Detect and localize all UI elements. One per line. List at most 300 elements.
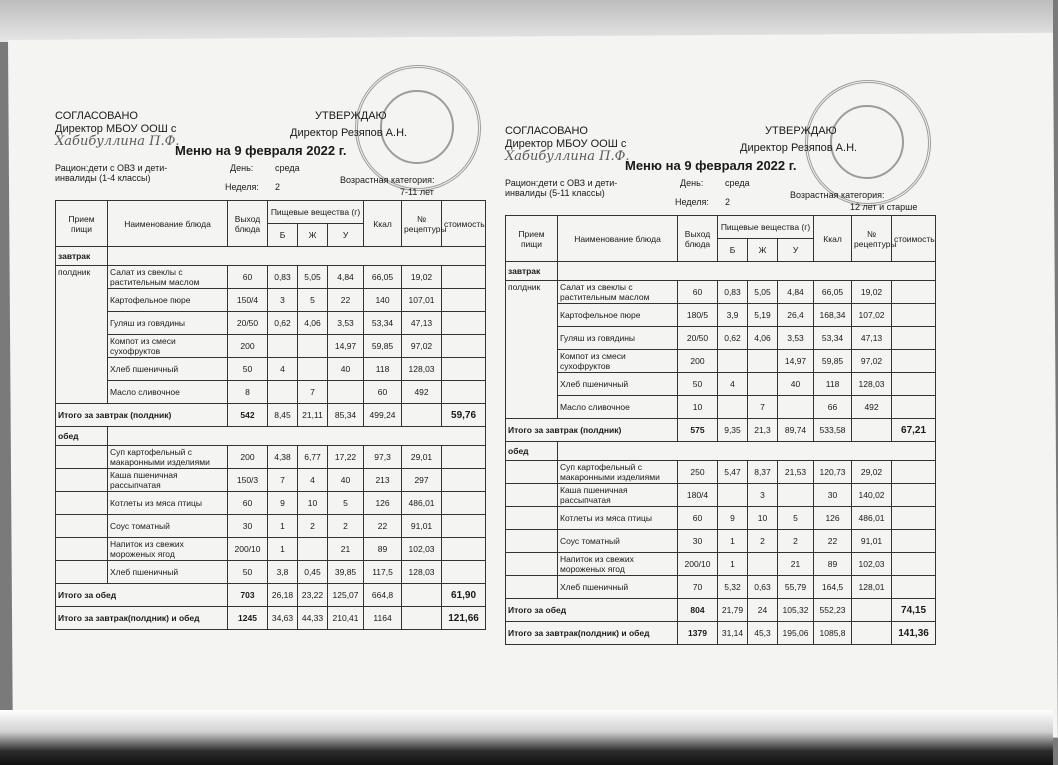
dish-yield: 180/5 xyxy=(678,304,718,327)
total-label: Итого за завтрак(полдник) и обед xyxy=(506,622,678,645)
kcal-value: 97,3 xyxy=(364,446,402,469)
recipe-number: 486,01 xyxy=(402,492,442,515)
menu-row xyxy=(506,396,936,419)
menu-row xyxy=(506,530,936,553)
recipe-number: 47,13 xyxy=(402,312,442,335)
kcal-value: 30 xyxy=(814,484,852,507)
kcal-value: 126 xyxy=(364,492,402,515)
recipe-number: 102,03 xyxy=(402,538,442,561)
col-meal: Прием пищи xyxy=(506,216,558,262)
dish-name: Масло сливочное xyxy=(558,396,678,419)
age-label: Возрастная категория: xyxy=(790,190,885,200)
menu-right xyxy=(505,85,935,645)
carbs-value: 5 xyxy=(328,492,364,515)
recipe-number: 107,02 xyxy=(852,304,892,327)
section-row xyxy=(506,262,936,281)
recipe-number: 297 xyxy=(402,469,442,492)
recipe-number: 107,01 xyxy=(402,289,442,312)
dish-name: Гуляш из говядины xyxy=(108,312,228,335)
dish-yield: 250 xyxy=(678,461,718,484)
protein-value: 0,83 xyxy=(718,281,748,304)
fat-value: 10 xyxy=(748,507,778,530)
kcal-value: 168,34 xyxy=(814,304,852,327)
kcal-value: 89 xyxy=(814,553,852,576)
total-carbs: 85,34 xyxy=(328,404,364,427)
fat-value: 5,05 xyxy=(298,266,328,289)
total-row xyxy=(506,419,936,442)
dish-yield: 50 xyxy=(228,561,268,584)
total-protein: 8,45 xyxy=(268,404,298,427)
fat-value: 7 xyxy=(748,396,778,419)
meal-breakfast: завтрак xyxy=(56,247,108,266)
agreed-by: Директор МБОУ ООШ с xyxy=(55,123,177,135)
fat-value: 2 xyxy=(748,530,778,553)
kcal-value: 164,5 xyxy=(814,576,852,599)
carbs-value: 22 xyxy=(328,289,364,312)
dish-name: Салат из свеклы с растительным маслом xyxy=(558,281,678,304)
cost-value xyxy=(892,484,936,507)
section-row xyxy=(56,247,486,266)
menu-row xyxy=(56,446,486,469)
ration-label: Рацион:дети с ОВЗ и дети-инвалиды (1-4 классы) xyxy=(55,163,168,183)
dish-yield: 60 xyxy=(228,266,268,289)
kcal-value: 89 xyxy=(364,538,402,561)
menu-row xyxy=(56,492,486,515)
dish-yield: 200 xyxy=(678,350,718,373)
approve-label: УТВЕРЖДАЮ xyxy=(765,125,837,137)
meal-snack: полдник xyxy=(506,281,558,419)
total-protein: 34,63 xyxy=(268,607,298,630)
menu-left xyxy=(55,70,485,630)
meal-lunch: обед xyxy=(56,427,108,446)
protein-value: 1 xyxy=(718,530,748,553)
carbs-value: 40 xyxy=(328,469,364,492)
recipe-number: 29,02 xyxy=(852,461,892,484)
menu-title: Меню на 9 февраля 2022 г. xyxy=(625,158,797,173)
protein-value: 3 xyxy=(268,289,298,312)
cost-value xyxy=(442,492,486,515)
total-carbs: 125,07 xyxy=(328,584,364,607)
cost-value xyxy=(442,312,486,335)
dish-name: Салат из свеклы с растительным маслом xyxy=(108,266,228,289)
total-carbs: 89,74 xyxy=(778,419,814,442)
total-protein: 26,18 xyxy=(268,584,298,607)
protein-value: 9 xyxy=(268,492,298,515)
recipe-number: 29,01 xyxy=(402,446,442,469)
fat-value: 8,37 xyxy=(748,461,778,484)
section-row xyxy=(506,442,936,461)
total-label: Итого за завтрак (полдник) xyxy=(506,419,678,442)
total-kcal: 533,58 xyxy=(814,419,852,442)
carbs-value: 14,97 xyxy=(778,350,814,373)
agreed-label: СОГЛАСОВАНО xyxy=(55,110,138,122)
week-label: Неделя: xyxy=(675,197,709,207)
total-fat: 44,33 xyxy=(298,607,328,630)
recipe-number: 91,01 xyxy=(402,515,442,538)
dish-yield: 150/4 xyxy=(228,289,268,312)
dish-name: Хлеб пшеничный xyxy=(108,561,228,584)
protein-value xyxy=(718,350,748,373)
protein-value: 7 xyxy=(268,469,298,492)
day-label: День: xyxy=(230,163,254,173)
total-fat: 23,22 xyxy=(298,584,328,607)
recipe-number: 128,03 xyxy=(852,373,892,396)
kcal-value: 118 xyxy=(364,358,402,381)
total-carbs: 105,32 xyxy=(778,599,814,622)
cost-value xyxy=(892,530,936,553)
total-yield: 804 xyxy=(678,599,718,622)
recipe-number: 486,01 xyxy=(852,507,892,530)
total-carbs: 195,06 xyxy=(778,622,814,645)
total-fat: 45,3 xyxy=(748,622,778,645)
dish-name: Картофельное пюре xyxy=(558,304,678,327)
dish-yield: 30 xyxy=(678,530,718,553)
protein-value: 1 xyxy=(268,538,298,561)
total-yield: 703 xyxy=(228,584,268,607)
kcal-value: 117,5 xyxy=(364,561,402,584)
meal-snack: полдник xyxy=(56,266,108,404)
dish-name: Соус томатный xyxy=(558,530,678,553)
total-fat: 24 xyxy=(748,599,778,622)
total-fat: 21,3 xyxy=(748,419,778,442)
handwritten-signature: Хабибуллина П.Ф. xyxy=(505,149,630,164)
protein-value: 0,62 xyxy=(268,312,298,335)
total-label: Итого за обед xyxy=(56,584,228,607)
recipe-number: 492 xyxy=(402,381,442,404)
agreed-by: Директор МБОУ ООШ с xyxy=(505,138,627,150)
recipe-number: 97,02 xyxy=(402,335,442,358)
dish-name: Котлеты из мяса птицы xyxy=(558,507,678,530)
dish-yield: 180/4 xyxy=(678,484,718,507)
fat-value xyxy=(748,553,778,576)
week-value: 2 xyxy=(275,182,281,192)
protein-value xyxy=(718,484,748,507)
fat-value xyxy=(748,373,778,396)
menu-table xyxy=(55,200,486,630)
total-kcal: 1164 xyxy=(364,607,402,630)
total-yield: 542 xyxy=(228,404,268,427)
fat-value xyxy=(298,358,328,381)
header-row xyxy=(56,201,486,224)
menu-row xyxy=(56,561,486,584)
dish-yield: 60 xyxy=(228,492,268,515)
dish-name: Напиток из свежих мороженых ягод xyxy=(108,538,228,561)
week-label: Неделя: xyxy=(225,182,259,192)
scan-bottom-edge xyxy=(0,710,1053,765)
protein-value: 4,38 xyxy=(268,446,298,469)
carbs-value: 4,84 xyxy=(778,281,814,304)
menu-row xyxy=(56,312,486,335)
cost-value xyxy=(442,266,486,289)
fat-value: 2 xyxy=(298,515,328,538)
col-kcal: Ккал xyxy=(814,216,852,262)
fat-value: 0,63 xyxy=(748,576,778,599)
kcal-value: 66,05 xyxy=(364,266,402,289)
total-row xyxy=(506,622,936,645)
day-value: среда xyxy=(275,163,300,173)
total-label: Итого за обед xyxy=(506,599,678,622)
agreed-label: СОГЛАСОВАНО xyxy=(505,125,588,137)
dish-yield: 60 xyxy=(678,281,718,304)
recipe-number: 97,02 xyxy=(852,350,892,373)
cost-value xyxy=(892,507,936,530)
fat-value: 7 xyxy=(298,381,328,404)
col-fat: Ж xyxy=(298,224,328,247)
total-row xyxy=(56,607,486,630)
handwritten-signature: Хабибуллина П.Ф. xyxy=(55,134,180,149)
carbs-value xyxy=(778,396,814,419)
dish-name: Соус томатный xyxy=(108,515,228,538)
recipe-number: 19,02 xyxy=(402,266,442,289)
cost-value xyxy=(892,576,936,599)
kcal-value: 66,05 xyxy=(814,281,852,304)
section-row xyxy=(56,427,486,446)
total-carbs: 210,41 xyxy=(328,607,364,630)
carbs-value: 4,84 xyxy=(328,266,364,289)
menu-row xyxy=(56,289,486,312)
fat-value: 4,06 xyxy=(748,327,778,350)
dish-name: Хлеб пшеничный xyxy=(558,576,678,599)
col-carbs: У xyxy=(328,224,364,247)
kcal-value: 140 xyxy=(364,289,402,312)
total-kcal: 664,8 xyxy=(364,584,402,607)
dish-name: Каша пшеничная рассыпчатая xyxy=(108,469,228,492)
menu-row xyxy=(506,327,936,350)
age-value: 7-11 лет xyxy=(400,187,434,197)
menu-row xyxy=(56,266,486,289)
total-cost: 59,76 xyxy=(442,404,486,427)
col-recipe: № рецептуры xyxy=(402,201,442,247)
total-protein: 9,35 xyxy=(718,419,748,442)
protein-value xyxy=(268,335,298,358)
total-cost: 67,21 xyxy=(892,419,936,442)
fat-value: 5,05 xyxy=(748,281,778,304)
dish-yield: 150/3 xyxy=(228,469,268,492)
col-kcal: Ккал xyxy=(364,201,402,247)
col-nutrients: Пищевые вещества (г) xyxy=(718,216,814,239)
col-protein: Б xyxy=(718,239,748,262)
age-label: Возрастная категория: xyxy=(340,175,435,185)
cost-value xyxy=(442,469,486,492)
col-yield: Выход блюда xyxy=(678,216,718,262)
dish-yield: 200 xyxy=(228,335,268,358)
dish-name: Котлеты из мяса птицы xyxy=(108,492,228,515)
carbs-value: 40 xyxy=(328,358,364,381)
menu-row xyxy=(506,507,936,530)
recipe-number: 102,03 xyxy=(852,553,892,576)
menu-table xyxy=(505,215,936,645)
total-yield: 575 xyxy=(678,419,718,442)
protein-value: 4 xyxy=(718,373,748,396)
carbs-value: 21,53 xyxy=(778,461,814,484)
menu-row xyxy=(506,304,936,327)
total-row xyxy=(56,584,486,607)
carbs-value: 39,85 xyxy=(328,561,364,584)
dish-yield: 60 xyxy=(678,507,718,530)
col-carbs: У xyxy=(778,239,814,262)
col-protein: Б xyxy=(268,224,298,247)
recipe-number: 128,03 xyxy=(402,561,442,584)
recipe-number: 91,01 xyxy=(852,530,892,553)
cost-value xyxy=(892,396,936,419)
cost-value xyxy=(442,335,486,358)
protein-value: 1 xyxy=(268,515,298,538)
menu-row xyxy=(56,469,486,492)
kcal-value: 66 xyxy=(814,396,852,419)
kcal-value: 60 xyxy=(364,381,402,404)
kcal-value: 126 xyxy=(814,507,852,530)
carbs-value: 17,22 xyxy=(328,446,364,469)
dish-yield: 200 xyxy=(228,446,268,469)
dish-name: Напиток из свежих мороженых ягод xyxy=(558,553,678,576)
carbs-value: 2 xyxy=(778,530,814,553)
menu-row xyxy=(506,484,936,507)
col-dish: Наименование блюда xyxy=(108,201,228,247)
cost-value xyxy=(442,289,486,312)
total-protein: 21,79 xyxy=(718,599,748,622)
menu-row xyxy=(56,381,486,404)
fat-value: 6,77 xyxy=(298,446,328,469)
dish-name: Компот из смеси сухофруктов xyxy=(558,350,678,373)
cost-value xyxy=(442,561,486,584)
fat-value xyxy=(298,538,328,561)
dish-yield: 10 xyxy=(678,396,718,419)
approve-by: Директор Резяпов А.Н. xyxy=(290,127,408,139)
day-value: среда xyxy=(725,178,750,188)
meal-breakfast: завтрак xyxy=(506,262,558,281)
kcal-value: 213 xyxy=(364,469,402,492)
col-meal: Прием пищи xyxy=(56,201,108,247)
protein-value: 9 xyxy=(718,507,748,530)
total-cost: 141,36 xyxy=(892,622,936,645)
protein-value: 5,47 xyxy=(718,461,748,484)
carbs-value: 14,97 xyxy=(328,335,364,358)
dish-yield: 20/50 xyxy=(678,327,718,350)
carbs-value: 55,79 xyxy=(778,576,814,599)
dish-yield: 200/10 xyxy=(678,553,718,576)
carbs-value: 21 xyxy=(778,553,814,576)
dish-name: Хлеб пшеничный xyxy=(108,358,228,381)
col-cost: стоимость xyxy=(442,201,486,247)
menu-row xyxy=(56,358,486,381)
carbs-value: 21 xyxy=(328,538,364,561)
carbs-value: 40 xyxy=(778,373,814,396)
protein-value: 4 xyxy=(268,358,298,381)
recipe-number: 47,13 xyxy=(852,327,892,350)
cost-value xyxy=(442,446,486,469)
carbs-value: 3,53 xyxy=(328,312,364,335)
cost-value xyxy=(892,461,936,484)
protein-value: 5,32 xyxy=(718,576,748,599)
total-fat: 21,11 xyxy=(298,404,328,427)
carbs-value: 26,4 xyxy=(778,304,814,327)
dish-yield: 50 xyxy=(228,358,268,381)
col-yield: Выход блюда xyxy=(228,201,268,247)
carbs-value xyxy=(328,381,364,404)
total-row xyxy=(506,599,936,622)
dish-name: Суп картофельный с макаронными изделиями xyxy=(558,461,678,484)
dish-name: Компот из смеси сухофруктов xyxy=(108,335,228,358)
dish-name: Суп картофельный с макаронными изделиями xyxy=(108,446,228,469)
fat-value: 10 xyxy=(298,492,328,515)
cost-value xyxy=(442,381,486,404)
fat-value: 4 xyxy=(298,469,328,492)
age-value: 12 лет и старше xyxy=(850,202,918,212)
kcal-value: 53,34 xyxy=(364,312,402,335)
cost-value xyxy=(892,350,936,373)
dish-yield: 70 xyxy=(678,576,718,599)
total-yield: 1379 xyxy=(678,622,718,645)
total-cost: 121,66 xyxy=(442,607,486,630)
menu-row xyxy=(56,515,486,538)
fat-value: 3 xyxy=(748,484,778,507)
fat-value: 5,19 xyxy=(748,304,778,327)
col-dish: Наименование блюда xyxy=(558,216,678,262)
kcal-value: 120,73 xyxy=(814,461,852,484)
menu-row xyxy=(506,461,936,484)
menu-row xyxy=(506,576,936,599)
total-kcal: 1085,8 xyxy=(814,622,852,645)
cost-value xyxy=(442,358,486,381)
day-label: День: xyxy=(680,178,704,188)
menu-row xyxy=(506,553,936,576)
cost-value xyxy=(442,538,486,561)
cost-value xyxy=(892,327,936,350)
col-nutrients: Пищевые вещества (г) xyxy=(268,201,364,224)
protein-value: 0,62 xyxy=(718,327,748,350)
dish-name: Масло сливочное xyxy=(108,381,228,404)
recipe-number: 128,03 xyxy=(402,358,442,381)
cost-value xyxy=(892,373,936,396)
ration-label: Рацион:дети с ОВЗ и дети-инвалиды (5-11 классы) xyxy=(505,178,618,198)
protein-value: 3,8 xyxy=(268,561,298,584)
total-kcal: 552,23 xyxy=(814,599,852,622)
menu-row xyxy=(56,335,486,358)
col-fat: Ж xyxy=(748,239,778,262)
header-row xyxy=(506,216,936,239)
dish-name: Гуляш из говядины xyxy=(558,327,678,350)
menu-row xyxy=(506,350,936,373)
dish-yield: 20/50 xyxy=(228,312,268,335)
recipe-number: 128,01 xyxy=(852,576,892,599)
fat-value: 4,06 xyxy=(298,312,328,335)
fat-value: 5 xyxy=(298,289,328,312)
kcal-value: 22 xyxy=(364,515,402,538)
carbs-value: 2 xyxy=(328,515,364,538)
cost-value xyxy=(442,515,486,538)
kcal-value: 118 xyxy=(814,373,852,396)
recipe-number: 19,02 xyxy=(852,281,892,304)
carbs-value xyxy=(778,484,814,507)
recipe-number: 492 xyxy=(852,396,892,419)
kcal-value: 53,34 xyxy=(814,327,852,350)
protein-value: 1 xyxy=(718,553,748,576)
col-recipe: № рецептуры xyxy=(852,216,892,262)
menu-title: Меню на 9 февраля 2022 г. xyxy=(175,143,347,158)
total-yield: 1245 xyxy=(228,607,268,630)
cost-value xyxy=(892,304,936,327)
protein-value: 3,9 xyxy=(718,304,748,327)
kcal-value: 22 xyxy=(814,530,852,553)
carbs-value: 3,53 xyxy=(778,327,814,350)
menu-row xyxy=(506,373,936,396)
approve-label: УТВЕРЖДАЮ xyxy=(315,110,387,122)
fat-value xyxy=(748,350,778,373)
carbs-value: 5 xyxy=(778,507,814,530)
cost-value xyxy=(892,553,936,576)
dish-yield: 8 xyxy=(228,381,268,404)
total-label: Итого за завтрак (полдник) xyxy=(56,404,228,427)
